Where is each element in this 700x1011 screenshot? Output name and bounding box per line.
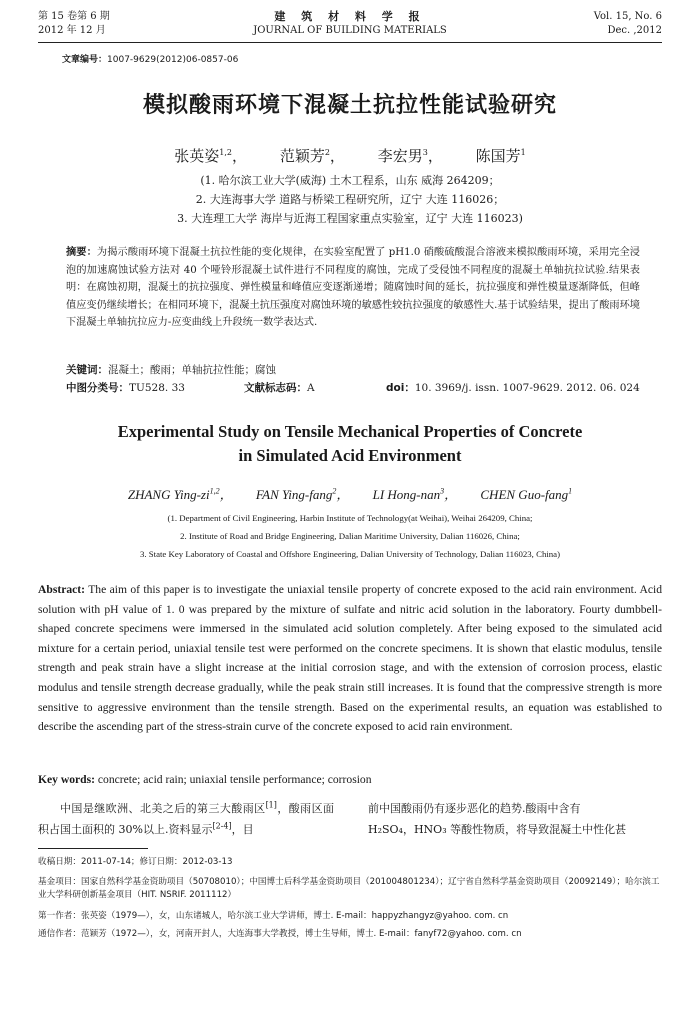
- keywords-cn-label: 关键词：: [66, 364, 108, 376]
- volume-issue-cn: 第 15 卷第 6 期: [38, 11, 110, 22]
- date-cn: 2012 年 12 月: [38, 25, 106, 36]
- author-cn: 张英姿$^{1,2}$，: [174, 147, 248, 165]
- article-number-value: 1007-9629(2012)06-0857-06: [107, 55, 239, 65]
- affiliation-en: 3. State Key Laboratory of Coastal and Offshore Engineering, Dalian University of Technology, Dalian 116023, China): [139, 549, 561, 559]
- authors-en: [0, 484, 700, 503]
- journal-name: [38, 10, 662, 38]
- citation: [2-4]: [212, 821, 232, 831]
- abstract-cn-text: 为揭示酸雨环境下混凝土抗拉性能的变化规律，在实验室配置了 pH1.0 硝酸硫酸混合溶液来模拟酸雨环境，采用完全浸泡的加速腐蚀试验方法对 40 个哑铃形混凝土试件进行不同程度的腐蚀，完成了受侵蚀不同程度的混凝土单轴抗拉试验.结果表明：在腐蚀初期，混凝土的抗拉强度、弹性模量和峰值应变逐渐递增；随腐蚀时间的延长，抗拉强度和弹性模量逐渐降低，但峰值应变仍继续增长；在相同环境下，混凝土抗压强度对腐蚀环境的敏感性较抗拉强度的敏感性大.基于试验结果，提出了酸雨环境下混凝土单轴抗拉应力-应变曲线上升段统一数学表达式.: [66, 247, 640, 328]
- affiliation-en: 2. Institute of Road and Bridge Engineering, Dalian Maritime University, Dalian 116026, China;: [180, 531, 520, 541]
- keywords-cn: [66, 362, 640, 377]
- keywords-cn-text: 混凝土；酸雨；单轴抗拉性能；腐蚀: [108, 364, 276, 376]
- journal-issue-en: [594, 10, 662, 38]
- doi: doi：10. 3969/j. issn. 1007-9629. 2012. 06. 024: [386, 382, 640, 394]
- doc-code: 文献标志码：A: [244, 382, 315, 394]
- date-en: Dec. ,2012: [607, 25, 662, 36]
- author-cn: 范颖芳$^2$，: [279, 147, 345, 165]
- authors-cn: [0, 145, 700, 166]
- keywords-en-label: Key words:: [38, 773, 95, 786]
- journal-name-en: JOURNAL OF BUILDING MATERIALS: [253, 25, 447, 36]
- affiliation-cn: 3. 大连理工大学 海岸与近海工程国家重点实验室，辽宁 大连 116023): [177, 212, 523, 225]
- journal-name-cn: 建 筑 材 料 学 报: [274, 10, 426, 23]
- title-en: [60, 420, 640, 468]
- footnote-corresponding-author: 通信作者：范颖芳（1972—），女，河南开封人，大连海事大学教授，博士生导师，博士. E-mail：fanyf72@yahoo. com. cn: [38, 929, 522, 939]
- title-en-line: in Simulated Acid Environment: [238, 446, 462, 465]
- footnote-received: 收稿日期：2011-07-14；修订日期：2012-03-13: [38, 857, 233, 867]
- footnote-first-author: 第一作者：张英姿（1979—），女，山东诸城人，哈尔滨工业大学讲师，博士. E-mail：happyzhangyz@yahoo. com. cn: [38, 911, 509, 921]
- abstract-en-label: Abstract:: [38, 583, 86, 596]
- volume-issue-en: Vol. 15, No. 6: [593, 11, 662, 22]
- abstract-cn: [66, 244, 640, 332]
- affiliation-en: (1. Department of Civil Engineering, Harbin Institute of Technology(at Weihai), Weihai 264209, China;: [167, 513, 533, 523]
- article-number-label: 文章编号：: [62, 55, 108, 65]
- title-en-line: Experimental Study on Tensile Mechanical Properties of Concrete: [117, 422, 583, 441]
- class-number: 中图分类号：TU528. 33: [66, 382, 185, 394]
- article-number: [62, 52, 238, 65]
- running-header: [38, 10, 662, 40]
- citation: [1]: [265, 800, 277, 810]
- author-cn: 陈国芳$^1$: [475, 147, 526, 165]
- abstract-en: [38, 580, 662, 737]
- abstract-en-text: The aim of this paper is to investigate the uniaxial tensile property of concrete exposed to the acid rain environment. Acid solution with pH value of 1. 0 was prepared by the mixture of sulfate and nitric acid solution in the laboratory. Fourty dumbbell-shaped concrete specimens were immersed in the simulated acid solution completely. After being exposed to the simulated acid mixture for a certain period, uniaxial tensile test were performed on the concrete specimens. It is shown that elastic modulus, tensile strength and peak strain have a slight increase at the initial corrosion stage, and with the extension of corrosion process, elastic modulus and tensile strength decrease gradually, while the peak strain still increases. It is found that the compressive strength is more sensitive to aggressive environment than the tensile strength. Based on the experimental results, an equation was established to describe the ascending part of the stress-strain curve of the concrete exposed to acid rain environment.: [38, 583, 662, 734]
- abstract-cn-label: 摘要：: [66, 247, 97, 258]
- author-cn: 李宏男$^3$，: [377, 147, 443, 165]
- author-en: CHEN Guo-fang$^1$: [480, 486, 573, 502]
- keywords-en: [38, 773, 662, 786]
- title-cn: 模拟酸雨环境下混凝土抗拉性能试验研究: [142, 93, 557, 118]
- header-rule: [38, 42, 662, 43]
- body-column-left: 中国是继欧洲、北美之后的第三大酸雨区[1]，酸雨区面积占国土面积的 30%以上.资料显示[2-4]，目: [38, 800, 335, 836]
- author-en: FAN Ying-fang$^2$，: [255, 486, 350, 502]
- affiliation-cn: 2. 大连海事大学 道路与桥梁工程研究所，辽宁 大连 116026；: [195, 193, 505, 206]
- footnote-rule: [38, 848, 148, 849]
- keywords-en-text: concrete; acid rain; uniaxial tensile performance; corrosion: [97, 773, 372, 786]
- author-en: LI Hong-nan$^3$，: [372, 486, 458, 502]
- author-en: ZHANG Ying-zi$^{1,2}$，: [127, 486, 233, 502]
- affiliation-cn: (1. 哈尔滨工业大学(威海) 土木工程系，山东 威海 264209；: [200, 174, 500, 187]
- footnote-fund: 基金项目：国家自然科学基金资助项目（50708010）；中国博士后科学基金资助项目（201004801234）；辽宁省自然科学基金资助项目（20092149）；哈尔滨工业大学科研创新基金项目（HIT. NSRIF. 2011112）: [38, 877, 660, 900]
- body-column-right: 前中国酸雨仍有逐步恶化的趋势.酸雨中含有 H₂SO₄，HNO₃ 等酸性物质，将导致混凝土中性化甚: [368, 802, 627, 836]
